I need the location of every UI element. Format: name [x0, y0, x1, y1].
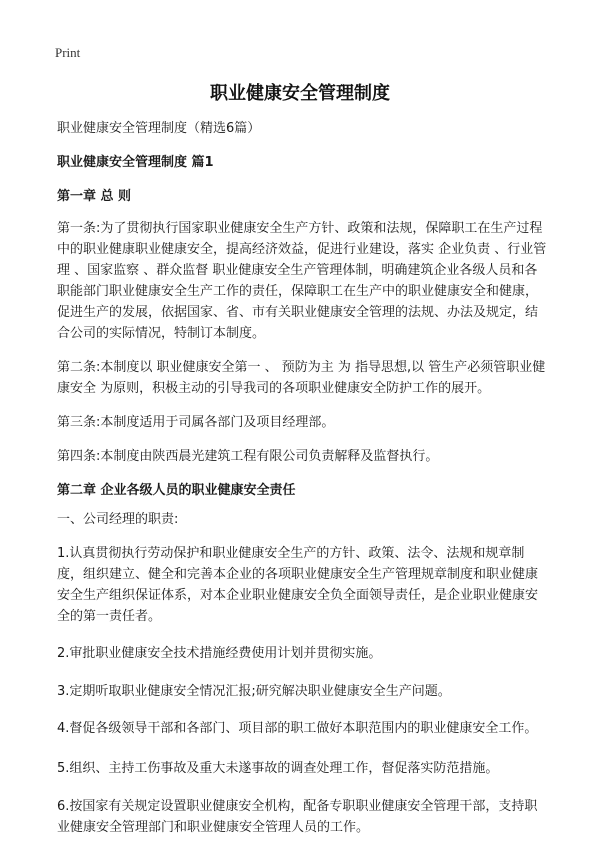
document-title: 职业健康安全管理制度	[210, 83, 390, 104]
document-subtitle: 职业健康安全管理制度（精选6篇）	[57, 121, 261, 136]
chapter-1-heading: 第一章 总 则	[57, 189, 132, 204]
section-label: 一、公司经理的职责:	[57, 512, 179, 527]
article-1: 第一条:为了贯彻执行国家职业健康安全生产方针、政策和法规，保障职工在生产过程中的职业健康职业健康安全，提高经济效益，促进行业建设，落实 企业负责 、行业管理 、国家监察 、群众监督 职业健康安全生产管理体制，明确建筑企业各级人员和各职能部门职业健康安全生产工作的责任，保障职工在生产中的职业健康安全和健康，促进生产的发展，依据国家、省、市有关职业健康安全管理的法规、办法及规定，结合公司的实际情况，特制订本制度。	[57, 221, 547, 341]
duty-item-3: 3.定期听取职业健康安全情况汇报;研究解决职业健康安全生产问题。	[57, 684, 451, 699]
chapter-2-heading: 第二章 企业各级人员的职业健康安全责任	[57, 483, 296, 498]
article-4: 第四条:本制度由陕西晨光建筑工程有限公司负责解释及监督执行。	[57, 449, 439, 464]
duty-item-6: 6.按国家有关规定设置职业健康安全机构，配备专职职业健康安全管理干部，支持职业健康安全管理部门和职业健康安全管理人员的工作。	[57, 799, 538, 835]
duty-item-4: 4.督促各级领导干部和各部门、项目部的职工做好本职范围内的职业健康安全工作。	[57, 721, 538, 736]
article-2: 第二条:本制度以 职业健康安全第一 、 预防为主 为 指导思想,以 管生产必须管职业健康安全 为原则，积极主动的引导我司的各项职业健康安全防护工作的展开。	[57, 360, 546, 396]
part-heading: 职业健康安全管理制度 篇1	[57, 155, 214, 170]
article-3: 第三条:本制度适用于司属各部门及项目经理部。	[57, 415, 335, 430]
duty-item-1: 1.认真贯彻执行劳动保护和职业健康安全生产的方针、政策、法令、法规和规章制度，组织建立、健全和完善本企业的各项职业健康安全生产管理规章制度和职业健康安全生产组织保证体系，对本企业职业健康安全负全面领导责任，是企业职业健康安全的第一责任者。	[57, 546, 539, 624]
duty-item-2: 2.审批职业健康安全技术措施经费使用计划并贯彻实施。	[57, 646, 382, 661]
document-body	[57, 118, 547, 855]
duty-item-5: 5.组织、主持工伤事故及重大未遂事故的调查处理工作，督促落实防范措施。	[57, 761, 499, 776]
print-label: Print	[55, 45, 81, 60]
